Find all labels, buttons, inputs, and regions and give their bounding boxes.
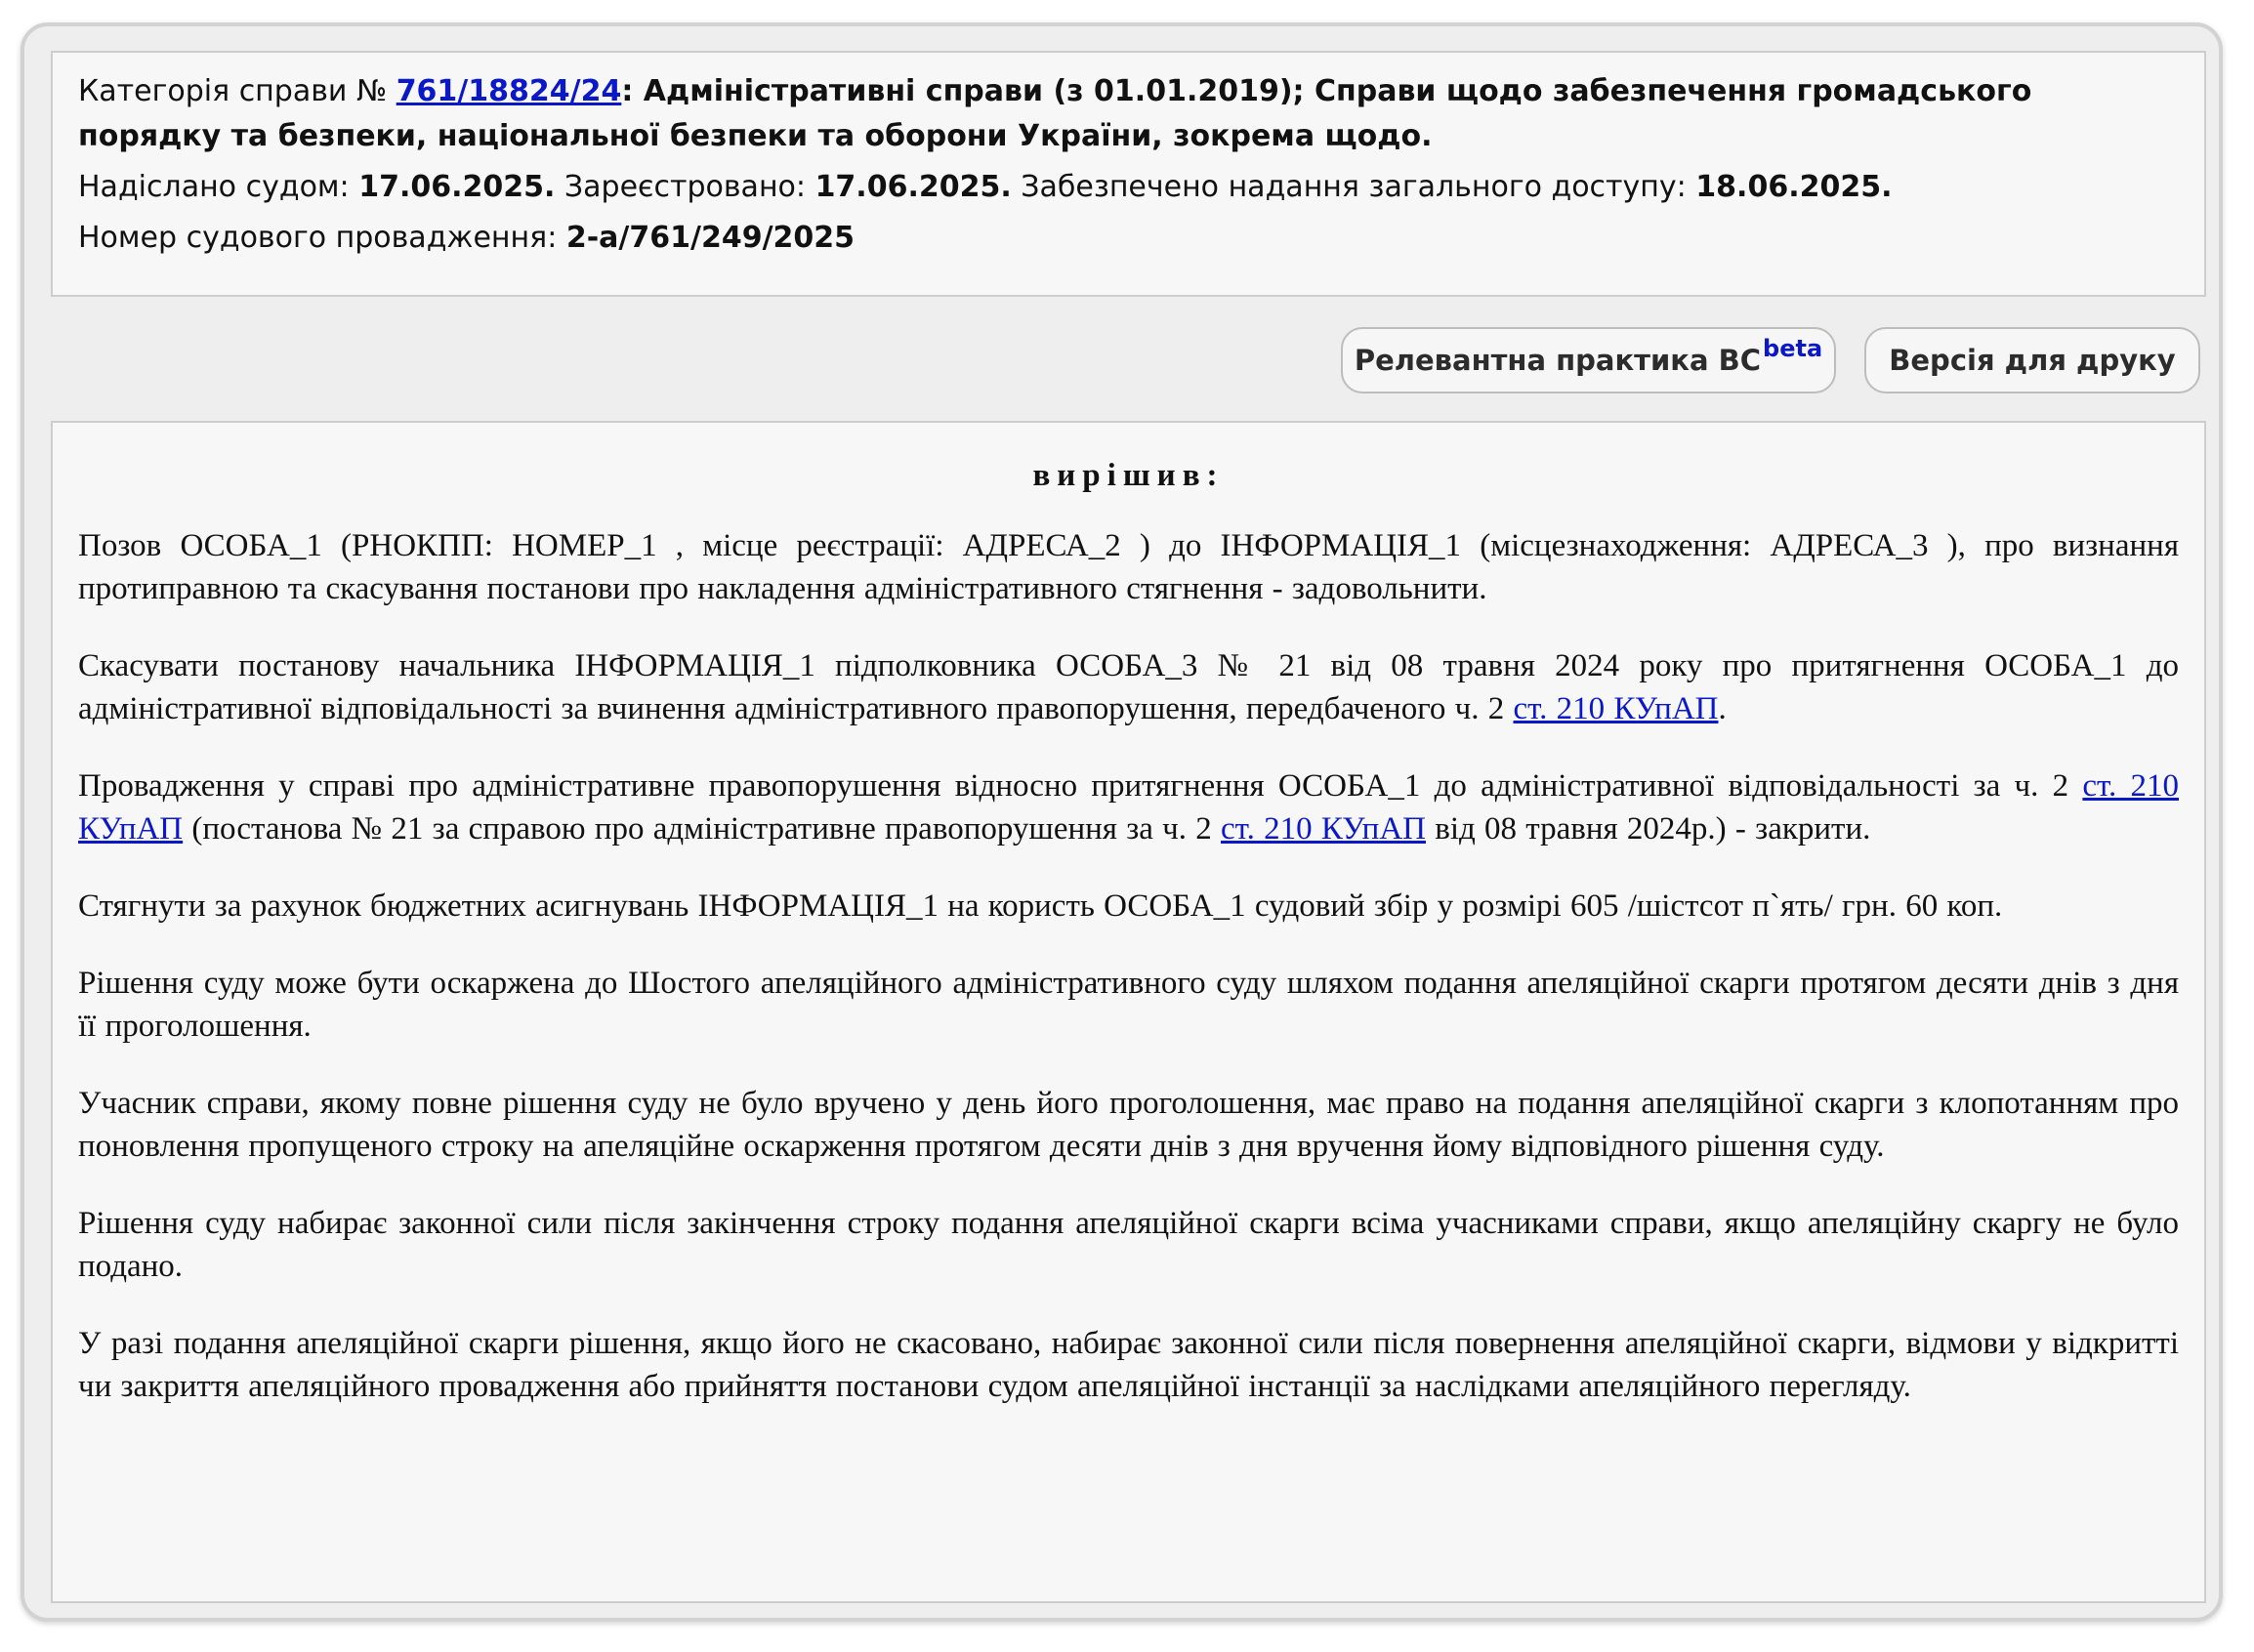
paragraph-2-text: Скасувати постанову начальника ІНФОРМАЦІЯ_1 підполковника ОСОБА_3 № 21 від 08 травня 2024 року про притягнення ОСОБА_1 до адміністративної відповідальності за вчинення адміністративного правопорушення, передбаченого ч. 2 [78, 648, 2179, 726]
law-article-link[interactable]: ст. 210 КУпАП [1221, 811, 1426, 847]
action-buttons [24, 327, 2219, 395]
document-frame [21, 22, 2223, 1622]
decision-paragraph-4: Стягнути за рахунок бюджетних асигнувань ІНФОРМАЦІЯ_1 на користь ОСОБА_1 судовий збір у розмірі 605 /шістсот п`ять/ грн. 60 коп. [78, 888, 2003, 924]
decision-paragraph-8: У разі подання апеляційної скарги рішення, якщо його не скасовано, набирає законної сили після повернення апеляційної скарги, відмови у відкритті чи закриття апеляційного провадження або прийняття постанови судом апеляційної інстанції за наслідками апеляційного перегляду. [78, 1326, 2179, 1404]
proceeding-number: 2-а/761/249/2025 [565, 221, 856, 255]
decision-paragraph-5: Рішення суду може бути оскаржена до Шостого апеляційного адміністративного суду шляхом подання апеляційної скарги протягом десяти днів з дня її проголошення. [78, 966, 2179, 1044]
decision-paragraph-6: Учасник справи, якому повне рішення суду не було вручено у день його проголошення, має право на подання апеляційної скарги з клопотанням про поновлення пропущеного строку на апеляційне оскарження протягом десяти днів з дня вручення йому відповідного рішення суду. [78, 1086, 2179, 1164]
access-label: Забезпечено надання загального доступу: [1011, 170, 1696, 204]
sent-label: Надіслано судом: [78, 170, 359, 204]
print-version-button[interactable]: Версія для друку [1864, 327, 2200, 393]
law-article-link[interactable]: ст. 210 КУпАП [78, 768, 2179, 847]
registered-date: 17.06.2025. [814, 170, 1012, 204]
case-number-link[interactable]: 761/18824/24 [396, 74, 622, 108]
paragraph-3-text-1: Провадження у справі про адміністративне правопорушення відносно притягнення ОСОБА_1 до адміністративної відповідальності за ч. 2 [78, 768, 2083, 804]
decision-paragraph-1: Позов ОСОБА_1 (РНОКПП: НОМЕР_1 , місце реєстрації: АДРЕСА_2 ) до ІНФОРМАЦІЯ_1 (місцезнаходження: АДРЕСА_3 ), про визнання протиправною та скасування постанови про накладення адміністративного стягнення - задовольнити. [78, 528, 2179, 606]
case-category-line [78, 69, 2179, 159]
sent-date: 17.06.2025. [358, 170, 556, 204]
paragraph-3-text-3: від 08 травня 2024р.) - закрити. [1426, 811, 1871, 847]
access-date: 18.06.2025. [1695, 170, 1893, 204]
proceeding-number-line [78, 216, 2179, 261]
case-info-panel [51, 51, 2206, 297]
beta-badge: beta [1763, 335, 1823, 362]
paragraph-3-text-2: (постанова № 21 за справою про адміністративне правопорушення за ч. 2 [183, 811, 1222, 847]
paragraph-2-end: . [1718, 691, 1727, 726]
decision-paragraph-7: Рішення суду набирає законної сили після закінчення строку подання апеляційної скарги всіма учасниками справи, якщо апеляційну скаргу не було подано. [78, 1206, 2179, 1284]
case-dates-line [78, 165, 2179, 210]
proceeding-label: Номер судового провадження: [78, 221, 566, 255]
registered-label: Зареєстровано: [555, 170, 815, 204]
decision-paragraph-3 [78, 764, 2179, 850]
law-article-link[interactable]: ст. 210 КУпАП [1513, 691, 1719, 726]
case-category-text: : Адміністративні справи (з 01.01.2019); Справи щодо забезпечення громадського порядку та безпеки, національної безпеки та оборони України, зокрема щодо. [78, 74, 2032, 153]
category-prefix: Категорія справи № [78, 74, 397, 108]
decision-heading: вирішив: [1032, 458, 1225, 493]
relevant-practice-label: Релевантна практика ВС [1354, 344, 1762, 377]
relevant-practice-button[interactable] [1341, 327, 1836, 393]
decision-paragraph-2 [78, 644, 2179, 730]
decision-text-panel [51, 421, 2206, 1603]
